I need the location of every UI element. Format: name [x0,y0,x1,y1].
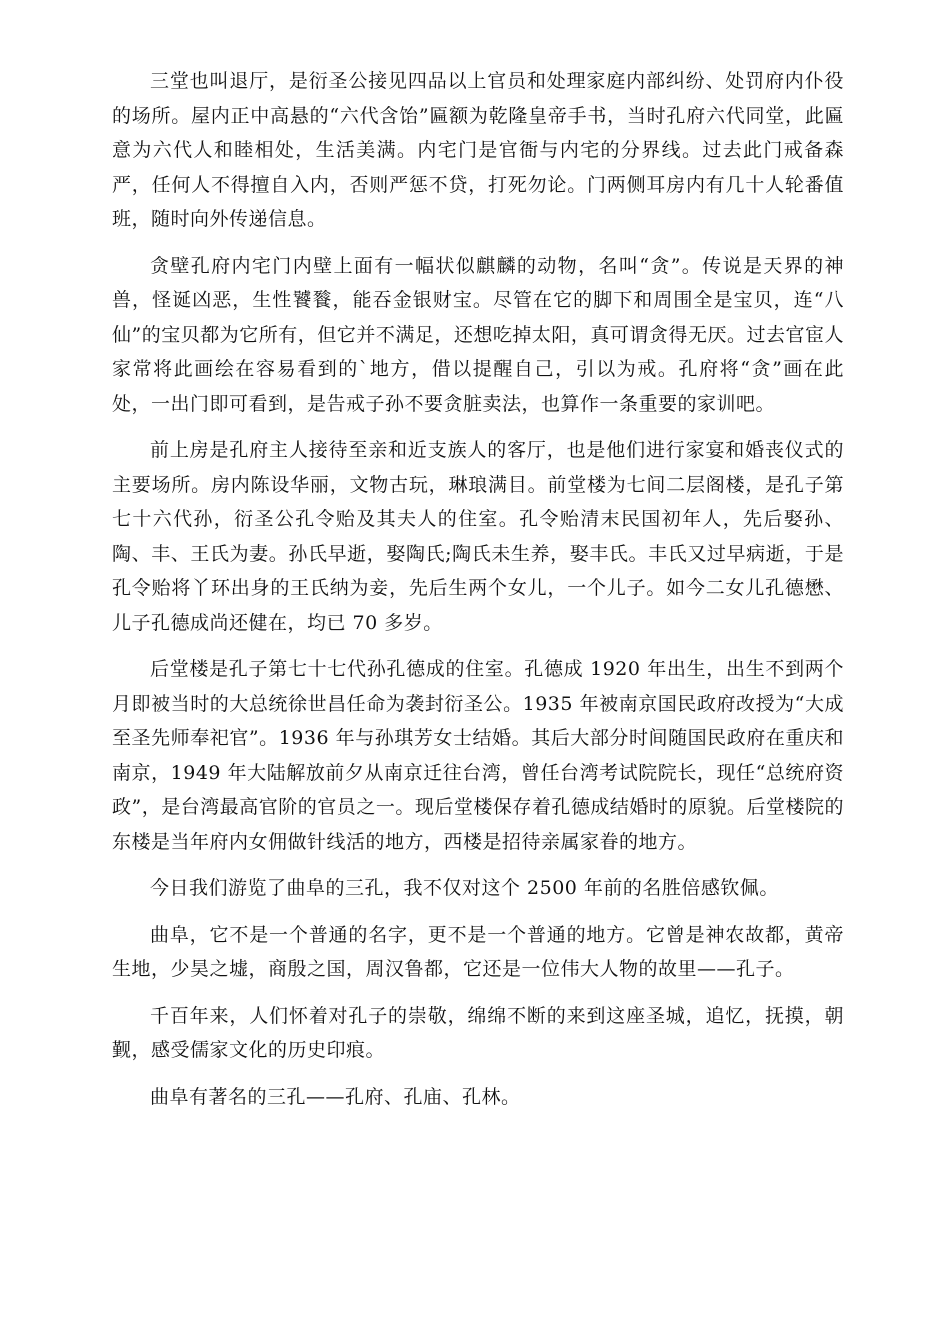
paragraph-tan-mural: 贪壁孔府内宅门内壁上面有一幅状似麒麟的动物，名叫“贪”。传说是天界的神兽，怪诞凶恶，生性饕餮，能吞金银财宝。尽管在它的脚下和周围全是宝贝，连“八仙”的宝贝都为它所有，但它并不满足，还想吃掉太阳，真可谓贪得无厌。过去官宦人家常将此画绘在容易看到的`地方，借以提醒自己，引以为戒。孔府将“贪”画在此处，一出门即可看到，是告戒子孙不要贪脏卖法，也算作一条重要的家训吧。 [112,254,844,415]
paragraph-pilgrims: 千百年来，人们怀着对孔子的崇敬，绵绵不断的来到这座圣城，追忆，抚摸，朝觐，感受儒家文化的历史印痕。 [112,1004,844,1061]
paragraph-qufu-intro: 曲阜，它不是一个普通的名字，更不是一个普通的地方。它曾是神农故都，黄帝生地，少昊之墟，商殷之国，周汉鲁都，它还是一位伟大人物的故里——孔子。 [112,923,844,980]
paragraph-rear-hall: 后堂楼是孔子第七十七代孙孔德成的住室。孔德成 1920 年出生，出生不到两个月即被当时的大总统徐世昌任命为袭封衍圣公。1935 年被南京国民政府改授为“大成至圣先师奉祀官”。1936 年与孙琪芳女士结婚。其后大部分时间随国民政府在重庆和南京，1949 年大陆解放前夕从南京迁往台湾，曾任台湾考试院院长，现任“总统府资政”，是台湾最高官阶的官员之一。现后堂楼保存着孔德成结婚时的原貌。后堂楼院的东楼是当年府内女佣做针线活的地方，西楼是招待亲属家眷的地方。 [112,658,844,853]
document-page [112,64,844,1114]
paragraph-third-hall: 三堂也叫退厅，是衍圣公接见四品以上官员和处理家庭内部纠纷、处罚府内仆役的场所。屋内正中高悬的“六代含饴”匾额为乾隆皇帝手书，当时孔府六代同堂，此匾意为六代人和睦相处，生活美满。内宅门是官衙与内宅的分界线。过去此门戒备森严，任何人不得擅自入内，否则严惩不贷，打死勿论。门两侧耳房内有几十人轮番值班，随时向外传递信息。 [112,70,844,230]
paragraph-front-upper-room: 前上房是孔府主人接待至亲和近支族人的客厅，也是他们进行家宴和婚丧仪式的主要场所。房内陈设华丽，文物古玩，琳琅满目。前堂楼为七间二层阁楼，是孔子第七十六代孙，衍圣公孔令贻及其夫人的住室。孔令贻清末民国初年人，先后娶孙、陶、丰、王氏为妻。孙氏早逝，娶陶氏;陶氏未生养，娶丰氏。丰氏又过早病逝，于是孔令贻将丫环出身的王氏纳为妾，先后生两个女儿，一个儿子。如今二女儿孔德懋、儿子孔德成尚还健在，均已 70 多岁。 [112,439,844,634]
paragraph-visit-today: 今日我们游览了曲阜的三孔，我不仅对这个 2500 年前的名胜倍感钦佩。 [150,877,779,899]
paragraph-three-kong: 曲阜有著名的三孔——孔府、孔庙、孔林。 [150,1085,521,1108]
